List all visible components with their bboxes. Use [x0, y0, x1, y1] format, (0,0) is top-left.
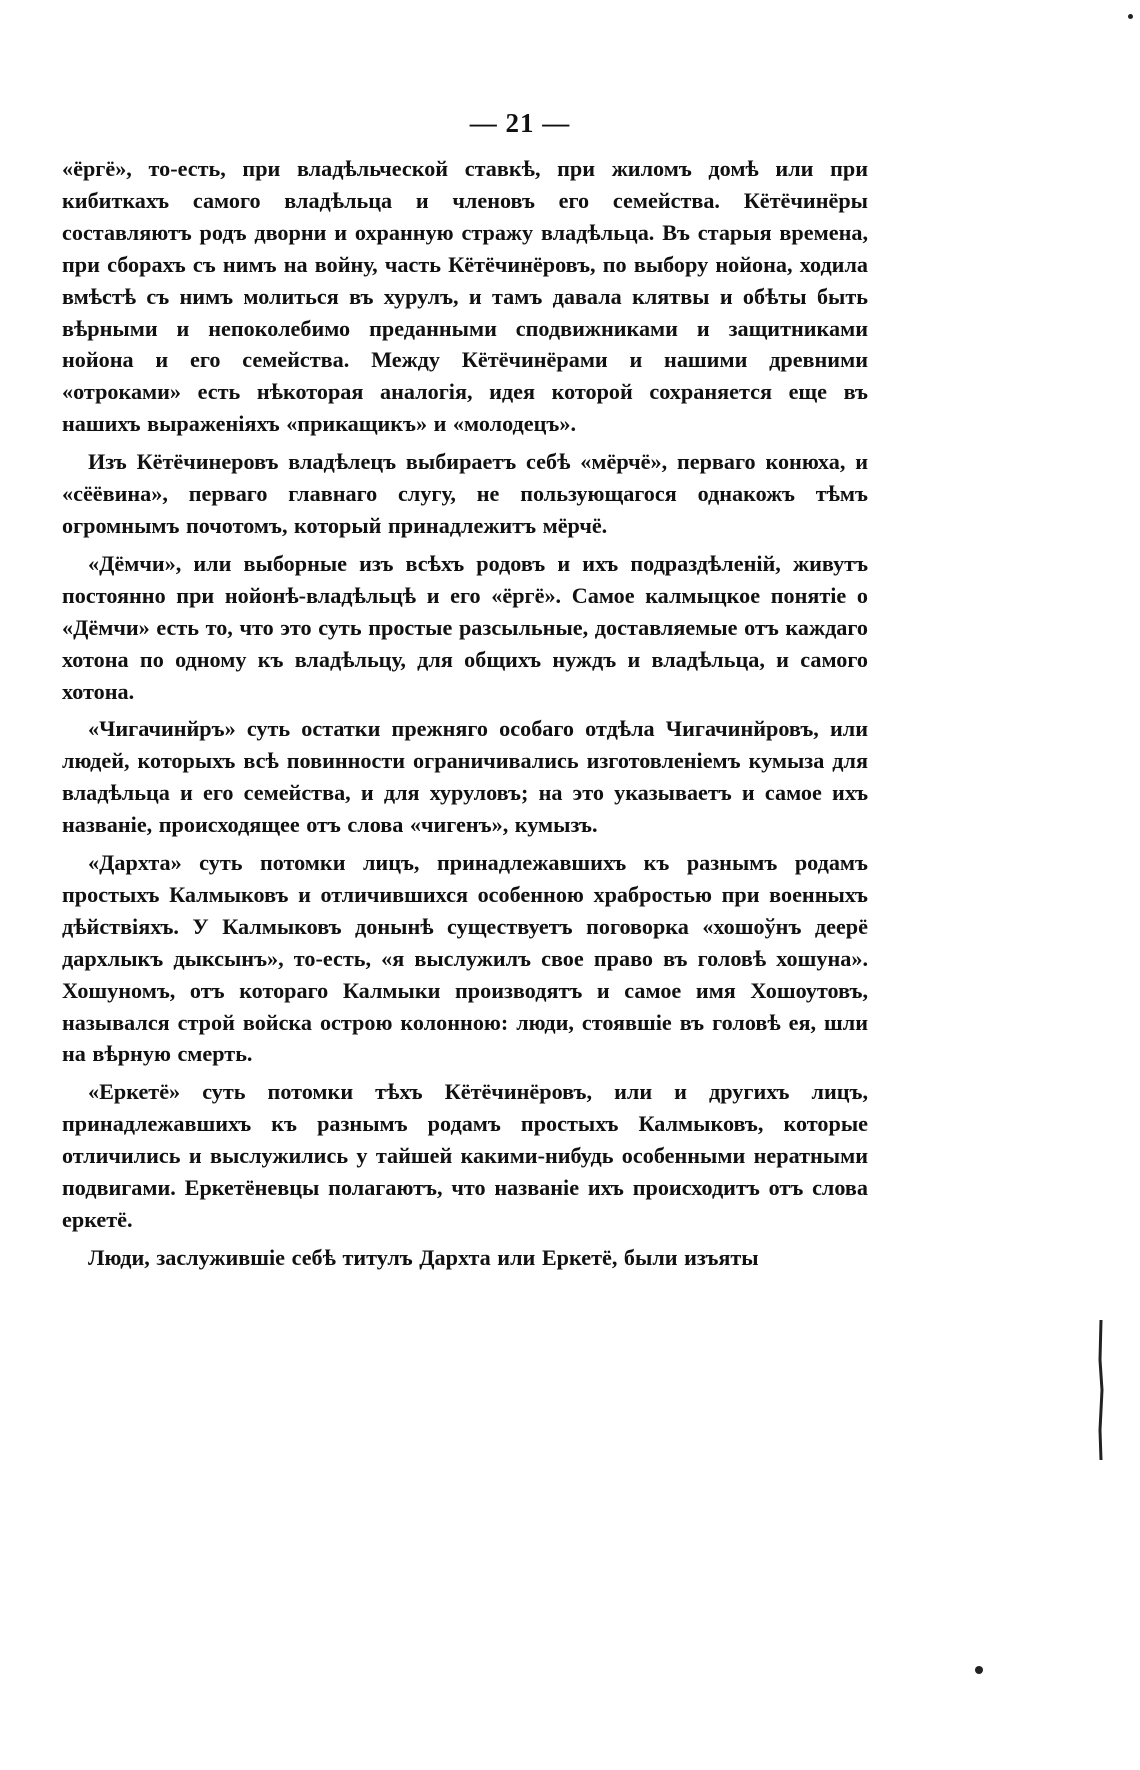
paragraph-4: «Чигачинйръ» суть остатки прежняго особаго отдѣла Чигачинйровъ, или людей, которыхъ всѣ повинности ограничивались изготовленіемъ кумыза для владѣльца и его семейства, и для хуруловъ; на это указываетъ и самое ихъ названіе, происходящее отъ слова «чигенъ», кумызъ.: [62, 716, 868, 838]
paragraph-6: «Еркетё» суть потомки тѣхъ Кётёчинёровъ, или и другихъ лицъ, принадлежавшихъ къ разнымъ родамъ простыхъ Калмыковъ, которые отличились и выслужились у тайшей какими-нибудь особенными нератными подвигами. Еркетёневцы полагаютъ, что названіе ихъ происходитъ отъ слова еркетё.: [62, 1079, 868, 1232]
scan-margin-mark: [1098, 1320, 1104, 1460]
paragraph-5: «Дархта» суть потомки лицъ, принадлежавшихъ къ разнымъ родамъ простыхъ Калмыковъ и отличившихся особенною храбростью при военныхъ дѣйствіяхъ. У Калмыковъ донынѣ существуетъ поговорка «хошоўнъ деерё дархлыкъ дыксынъ», то-есть, «я выслужилъ свое право въ головѣ хошуна». Хошуномъ, отъ котораго Калмыки производятъ и самое имя Хошоутовъ, назывался строй войска острою колонною: люди, стоявшіе въ головѣ ея, шли на вѣрную смерть.: [62, 850, 868, 1067]
paragraph-2: Изъ Кётёчинеровъ владѣлецъ выбираетъ себѣ «мёрчё», перваго конюха, и «сёёвина», перваго главнаго слугу, не пользующагося однакожъ тѣмъ огромнымъ почотомъ, который принадлежитъ мёрчё.: [62, 449, 868, 538]
scan-speck: [1128, 14, 1133, 19]
paragraph-3: «Дёмчи», или выборные изъ всѣхъ родовъ и ихъ подраздѣленій, живутъ постоянно при нойонѣ-владѣльцѣ и его «ёргё». Самое калмыцкое понятіе о «Дёмчи» есть то, что это суть простые разсыльные, доставляемые отъ каждаго хотона по одному къ владѣльцу, для общихъ нуждъ и владѣльца, и самого хотона.: [62, 550, 868, 704]
paragraph-1: «ёргё», то-есть, при владѣльческой ставкѣ, при жиломъ домѣ или при кибиткахъ самого владѣльца и членовъ его семейства. Кётёчинёры составляютъ родъ дворни и охранную стражу владѣльца. Въ старыя времена, при сборахъ съ нимъ на войну, часть Кётёчинёровъ, по выбору нойона, ходила вмѣстѣ съ нимъ молиться въ хурулъ, и тамъ давала клятвы и обѣты быть вѣрными и непоколебимо преданными сподвижниками и защитниками нойона и его семейства. Между Кётёчинёрами и нашими древними «отроками» есть нѣкоторая аналогія, идея которой сохраняется еще въ нашихъ выраженіяхъ «прикащикъ» и «молодецъ».: [62, 156, 868, 437]
page-number: — 21 —: [469, 108, 571, 138]
page-body: [62, 108, 868, 1274]
scan-speck: [975, 1666, 983, 1674]
paragraph-7: Люди, заслужившіе себѣ титулъ Дархта или Еркетё, были изъяты: [88, 1244, 759, 1270]
